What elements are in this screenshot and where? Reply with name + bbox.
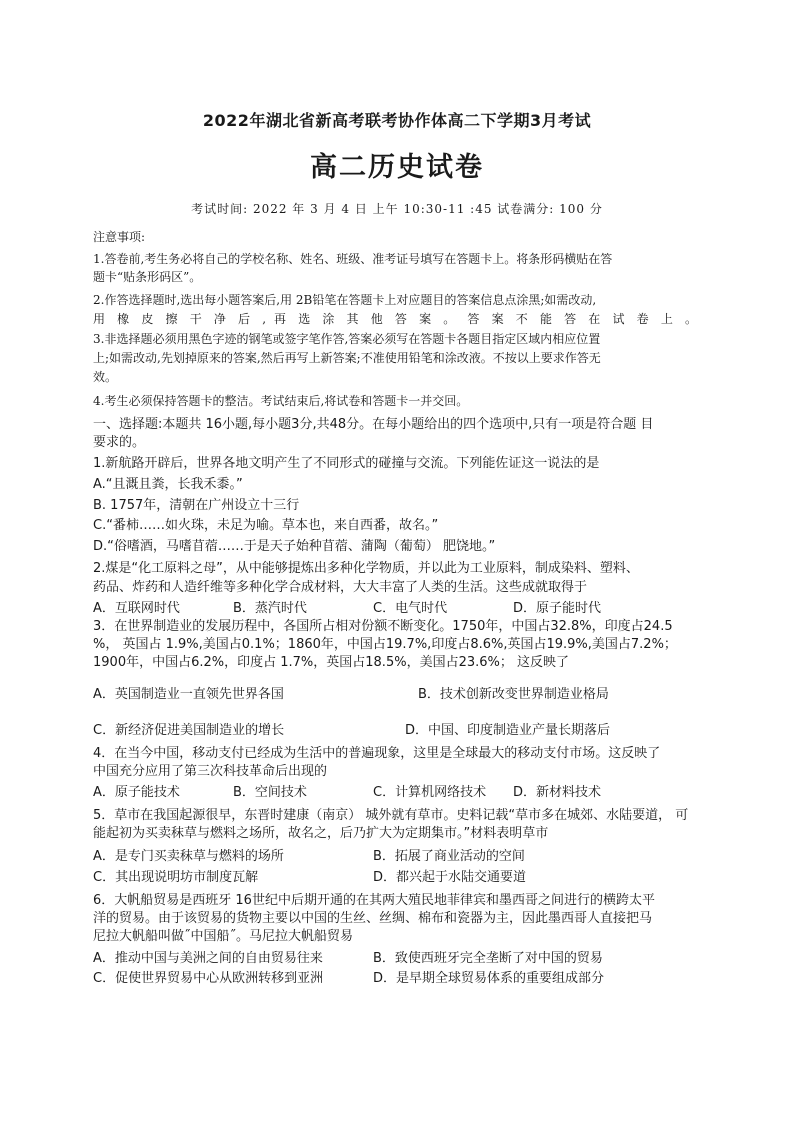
q3-stem-line-2: %， 英国占 1.9%,美国占0.1%；1860年，中国占19.7%,印度占8.6%,英国占19.9%,美国占7.2%； [93,637,677,652]
q5-option-b: B．拓展了商业活动的空间 [373,849,525,864]
q4-stem-line-2: 中国充分应用了第三次科技革命后出现的 [93,764,328,779]
section-intro-line-1: 一、选择题:本题共 16小题,每小题3分,共48分。在每小题给出的四个选项中,只有一项是符合题 目 [93,417,654,432]
q5-option-a: A．是专门买卖秣草与燃料的场所 [93,849,284,864]
q5-option-d: D．都兴起于水陆交通要道 [373,870,527,885]
notice-heading: 注意事项: [93,230,146,244]
q2-stem-line-2: 药品、炸药和人造纤维等多种化学合成材料，大大丰富了人类的生活。这些成就取得于 [93,580,588,595]
notice-item-1-line-2: 题卡“贴条形码区”。 [93,270,202,284]
section-intro-line-2: 要求的。 [93,435,146,450]
q2-option-c: C．电气时代 [373,601,448,616]
q3-stem-line-3: 1900年，中国占6.2%，印度占 1.7%，英国占18.5%，美国占23.6%； 这反映了 [93,655,569,670]
q3-option-d: D．中国、印度制造业产量长期落后 [405,723,611,738]
q6-option-c: C．促使世界贸易中心从欧洲转移到亚洲 [93,971,324,986]
q5-stem-line-2: 能起初为买卖秣草与燃料之场所，故名之，后乃扩大为定期集市。”材料表明草市 [93,826,549,841]
q4-stem-line-1: 4．在当今中国，移动支付已经成为生活中的普遍现象，这里是全球最大的移动支付市场。这反映了 [93,746,661,761]
q6-stem-line-3: 尼拉大帆船叫做˝中国船˝。马尼拉大帆船贸易 [93,929,354,944]
q3-option-a: A．英国制造业一直领先世界各国 [93,687,284,702]
q1-option-c: C.“番柿……如火珠，未足为喻。草本也，来自西番，故名。” [93,518,439,533]
exam-title: 2022年湖北省新高考联考协作体高二下学期3月考试 [202,111,592,130]
q6-option-d: D．是早期全球贸易体系的重要组成部分 [373,971,605,986]
notice-item-2-line-2: 用 橡 皮 擦 干 净 后 , 再 选 涂 其 他 答 案 。 答 案 不 能 答 在 试 卷 上 。 [93,312,697,326]
notice-item-2-line-1: 2.作答选择题时,选出每小题答案后,用 2B铅笔在答题卡上对应题目的答案信息点涂黑;如需改动, [93,293,597,307]
q1-stem: 1.新航路开辟后，世界各地文明产生了不同形式的碰撞与交流。下列能佐证这一说法的是 [93,456,600,471]
q1-option-b: B. 1757年，清朝在广州设立十三行 [93,498,300,513]
exam-info: 考试时间: 2022 年 3 月 4 日 上午 10:30-11 :45 试卷满分: 100 分 [191,202,603,216]
q4-option-a: A．原子能技术 [93,785,180,800]
notice-item-4: 4.考生必须保持答题卡的整洁。考试结束后,将试卷和答题卡一并交回。 [93,394,469,408]
notice-item-3-line-1: 3.非选择题必须用黑色字迹的钢笔或签字笔作答,答案必须写在答题卡各题目指定区域内相应位置 [93,332,601,346]
subject-title: 高二历史试卷 [310,152,484,183]
q3-stem-line-1: 3．在世界制造业的发展历程中，各国所占相对份额不断变化。1750年，中国占32.8%，印度占24.5 [93,619,673,634]
q3-option-b: B．技术创新改变世界制造业格局 [418,687,609,702]
q4-option-b: B．空间技术 [233,785,307,800]
q4-option-d: D．新材料技术 [513,785,602,800]
q2-stem-line-1: 2.煤是“化工原料之母”，从中能够提炼出多种化学物质，并以此为工业原料，制成染料、塑料、 [93,561,639,576]
notice-item-3-line-2: 上;如需改动,先划掉原来的答案,然后再写上新答案;不准使用铅笔和涂改液。不按以上要求作答无 [93,351,601,365]
q3-option-c: C．新经济促进美国制造业的增长 [93,723,285,738]
q1-option-a: A.“且溉且粪，长我禾黍。” [93,477,243,492]
q4-option-c: C．计算机网络技术 [373,785,487,800]
q5-stem-line-1: 5．草市在我国起源很早，东晋时建康（南京） 城外就有草市。史料记载“草市多在城郊、水陆要道， 可 [93,808,689,823]
q2-option-b: B．蒸汽时代 [233,601,307,616]
q6-stem-line-2: 洋的贸易。由于该贸易的货物主要以中国的生丝、丝绸、棉布和瓷器为主，因此墨西哥人直接把马 [93,911,653,926]
q1-option-d: D.“俗嗜酒，马嗜苜蓿……于是天子始种苜蓿、蒲陶（葡萄） 肥饶地。” [93,539,496,554]
notice-item-3-line-3: 效。 [93,370,118,384]
q6-option-b: B．致使西班牙完全垄断了对中国的贸易 [373,951,603,966]
q2-option-d: D．原子能时代 [513,601,602,616]
q6-option-a: A．推动中国与美洲之间的自由贸易往来 [93,951,323,966]
q2-option-a: A．互联网时代 [93,601,180,616]
q6-stem-line-1: 6．大帆船贸易是西班牙 16世纪中后期开通的在其两大殖民地菲律宾和墨西哥之间进行的横跨太平 [93,893,655,908]
q5-option-c: C．其出现说明坊市制度瓦解 [93,870,259,885]
notice-item-1-line-1: 1.答卷前,考生务必将自己的学校名称、姓名、班级、准考证号填写在答题卡上。将条形码横贴在答 [93,252,613,266]
